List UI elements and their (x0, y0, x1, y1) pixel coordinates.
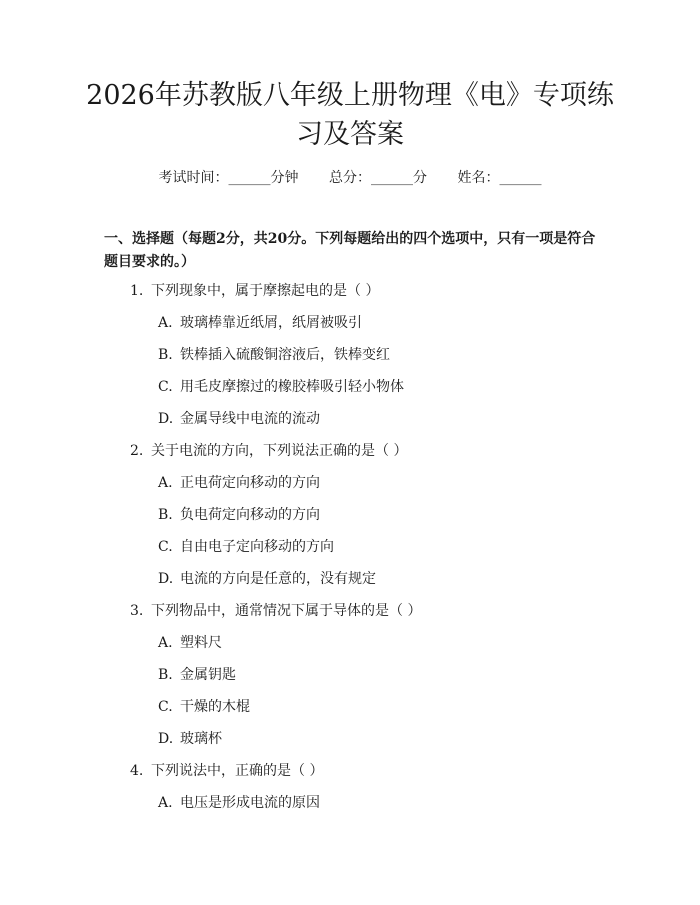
question-number: 1. (130, 283, 144, 299)
question-2 (130, 441, 407, 461)
option-text: 玻璃杯 (180, 731, 222, 747)
option-text: 负电荷定向移动的方向 (180, 507, 320, 523)
question-2-option-d (158, 569, 376, 589)
question-3-option-d (158, 729, 222, 749)
option-text: 塑料尺 (180, 635, 222, 651)
option-text: 玻璃棒靠近纸屑，纸屑被吸引 (180, 315, 362, 331)
option-letter: D. (158, 731, 174, 747)
question-1-option-a (158, 313, 362, 333)
question-2-option-b (158, 505, 320, 525)
question-4 (130, 761, 323, 781)
option-letter: B. (158, 347, 173, 363)
option-text: 电流的方向是任意的，没有规定 (180, 571, 376, 587)
section-header: 一、选择题（每题2分，共20分。下列每题给出的四个选项中，只有一项是符合题目要求的。） (104, 231, 596, 270)
option-letter: C. (158, 539, 173, 555)
option-text: 正电荷定向移动的方向 (180, 475, 320, 491)
option-text: 干燥的木棍 (180, 699, 250, 715)
option-letter: B. (158, 507, 173, 523)
option-text: 电压是形成电流的原因 (180, 795, 320, 811)
question-text: 下列现象中，属于摩擦起电的是（ ） (151, 283, 380, 299)
question-1-option-d (158, 409, 320, 429)
document-title: 2026年苏教版八年级上册物理《电》专项练习及答案 (86, 80, 614, 150)
option-letter: A. (158, 315, 173, 331)
option-letter: A. (158, 635, 173, 651)
question-3 (130, 601, 421, 621)
option-letter: D. (158, 411, 174, 427)
question-number: 2. (130, 443, 144, 459)
question-1 (130, 281, 379, 301)
option-letter: B. (158, 667, 173, 683)
option-text: 金属钥匙 (180, 667, 236, 683)
question-number: 4. (130, 763, 144, 779)
option-letter: A. (158, 795, 173, 811)
option-letter: C. (158, 699, 173, 715)
option-text: 自由电子定向移动的方向 (180, 539, 334, 555)
option-letter: A. (158, 475, 173, 491)
exam-time-field: 考试时间：______分钟 (158, 170, 299, 186)
question-4-option-a (158, 793, 320, 813)
question-3-option-a (158, 633, 222, 653)
question-text: 下列说法中，正确的是（ ） (151, 763, 324, 779)
total-score-field: 总分：______分 (329, 170, 427, 186)
option-letter: D. (158, 571, 174, 587)
student-name-field: 姓名：______ (457, 170, 542, 186)
question-text: 关于电流的方向，下列说法正确的是（ ） (151, 443, 408, 459)
question-3-option-b (158, 665, 236, 685)
option-text: 金属导线中电流的流动 (180, 411, 320, 427)
option-text: 用毛皮摩擦过的橡胶棒吸引轻小物体 (180, 379, 404, 395)
question-2-option-a (158, 473, 320, 493)
question-3-option-c (158, 697, 250, 717)
question-number: 3. (130, 603, 144, 619)
option-letter: C. (158, 379, 173, 395)
option-text: 铁棒插入硫酸铜溶液后，铁棒变红 (180, 347, 390, 363)
question-2-option-c (158, 537, 334, 557)
question-1-option-c (158, 377, 404, 397)
question-1-option-b (158, 345, 390, 365)
exam-meta (0, 168, 700, 188)
question-text: 下列物品中，通常情况下属于导体的是（ ） (151, 603, 422, 619)
